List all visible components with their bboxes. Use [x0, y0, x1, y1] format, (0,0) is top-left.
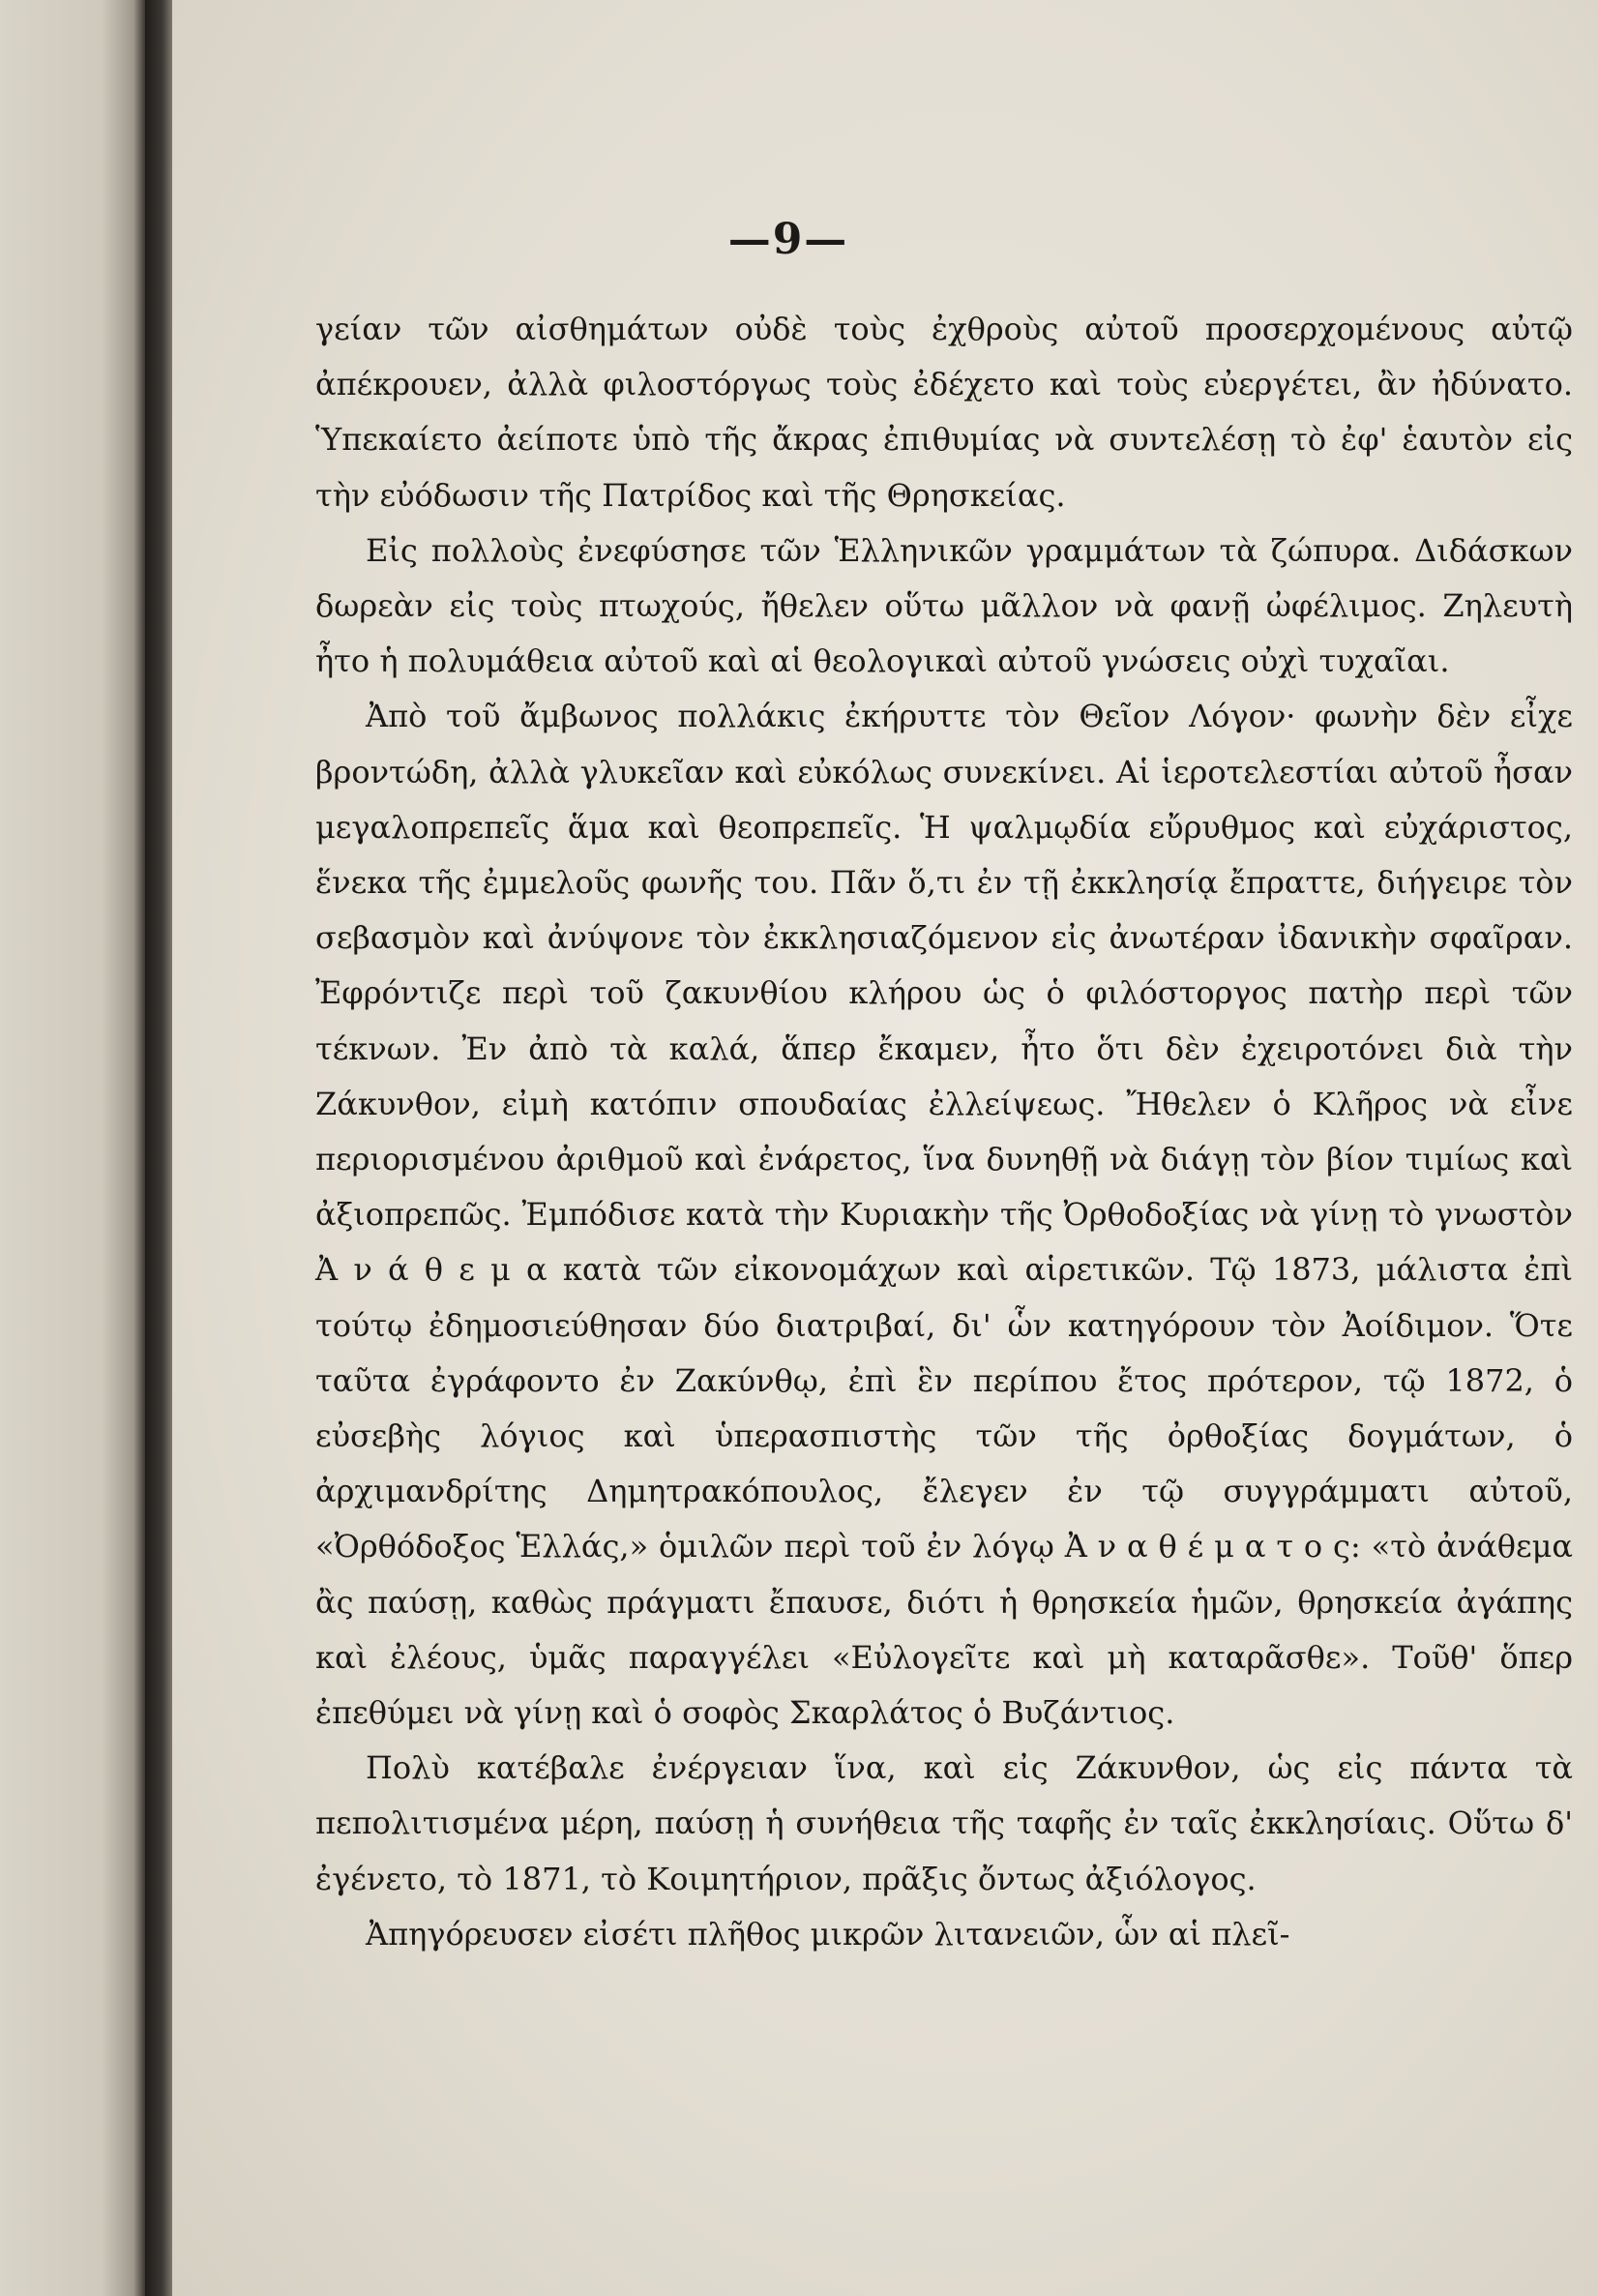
book-gutter	[145, 0, 174, 2296]
paragraph: Εἰς πολλοὺς ἐνεφύσησε τῶν Ἑλληνικῶν γραμμάτων τὰ ζώπυρα. Διδάσκων δωρεὰν εἰς τοὺς πτωχούς, ἤθελεν οὕτω μᾶλλον νὰ φανῇ ὠφέλιμος. Ζηλευτὴ ἦτο ἡ πολυμάθεια αὐτοῦ καὶ αἱ θεολογικαὶ αὐτοῦ γνώσεις οὐχὶ τυχαῖαι.	[315, 531, 1573, 680]
paragraph: Ἀπὸ τοῦ ἄμβωνος πολλάκις ἐκήρυττε τὸν Θεῖον Λόγον· φωνὴν δὲν εἶχε βροντώδη, ἀλλὰ γλυκεῖαν καὶ εὐκόλως συνεκίνει. Αἱ ἱεροτελεστίαι αὐτοῦ ἦσαν μεγαλοπρεπεῖς ἅμα καὶ θεοπρεπεῖς. Ἡ ψαλμῳδία εὔρυθμος καὶ εὐχάριστος, ἕνεκα τῆς ἐμμελοῦς φωνῆς του. Πᾶν ὅ,τι ἐν τῇ ἐκκλησίᾳ ἔπραττε, διήγειρε τὸν σεβασμὸν καὶ ἀνύψονε τὸν ἐκκλησιαζόμενον εἰς ἀνωτέραν ἰδανικὴν σφαῖραν. Ἐφρόντιζε περὶ τοῦ ζακυνθίου κλήρου ὡς ὁ φιλόστοργος πατὴρ περὶ τῶν τέκνων. Ἐν ἀπὸ τὰ καλά, ἅπερ ἔκαμεν, ἦτο ὅτι δὲν ἐχειροτόνει διὰ τὴν Ζάκυνθον, εἰμὴ κατόπιν σπουδαίας ἐλλείψεως. Ἤθελεν ὁ Κλῆρος νὰ εἶνε περιορισμένου ἀριθμοῦ καὶ ἐνάρετος, ἵνα δυνηθῇ νὰ διάγῃ τὸν βίον τιμίως καὶ ἀξιοπρεπῶς. Ἐμπόδισε κατὰ τὴν Κυριακὴν τῆς Ὀρθοδοξίας νὰ γίνῃ τὸ γνωστὸν Ἀ ν ά θ ε μ α κατὰ τῶν εἰκονομάχων καὶ αἱρετικῶν. Τῷ 1873, μάλιστα ἐπὶ τούτῳ ἐδημοσιεύθησαν δύο διατριβαί, δι' ὧν κατηγόρουν τὸν Ἀοίδιμον. Ὅτε ταῦτα ἐγράφοντο ἐν Ζακύνθῳ, ἐπὶ ἓν περίπου ἔτος πρότερον, τῷ 1872, ὁ εὐσεβὴς λόγιος καὶ ὑπερασπιστὴς τῶν τῆς ὀρθοξίας δογμάτων, ὁ ἀρχιμανδρίτης Δημητρακόπουλος, ἔλεγεν ἐν τῷ συγγράμματι αὐτοῦ, «Ὀρθόδοξος Ἑλλάς,» ὁμιλῶν περὶ τοῦ ἐν λόγῳ Ἀ ν α θ έ μ α τ ο ς: «τὸ ἀνάθεμα ἂς παύσῃ, καθὼς πράγματι ἔπαυσε, διότι ἡ θρησκεία ἡμῶν, θρησκεία ἀγάπης καὶ ἐλέους, ὑμᾶς παραγγέλει «Εὐλογεῖτε καὶ μὴ καταρᾶσθε». Τοῦθ' ὅπερ ἐπεθύμει νὰ γίνῃ καὶ ὁ σοφὸς Σκαρλάτος ὁ Βυζάντιος.	[315, 698, 1573, 1732]
page-number: —9—	[727, 215, 849, 264]
page-text	[315, 302, 1573, 1962]
left-page-edge	[0, 0, 145, 2296]
paragraph-unfinished: Ἀπηγόρευσεν εἰσέτι πλῆθος μικρῶν λιτανειῶν, ὧν αἱ πλεῖ-	[366, 1915, 1290, 1953]
paragraph-continued: γείαν τῶν αἰσθημάτων οὐδὲ τοὺς ἐχθροὺς αὐτοῦ προσερχομένους αὐτῷ ἀπέκρουεν, ἀλλὰ φιλοστόργως τοὺς ἐδέχετο καὶ τοὺς εὐεργέτει, ἂν ἠδύνατο. Ὑπεκαίετο ἀείποτε ὑπὸ τῆς ἄκρας ἐπιθυμίας νὰ συντελέσῃ τὸ ἐφ' ἑαυτὸν εἰς τὴν εὐόδωσιν τῆς Πατρίδος καὶ τῆς Θρησκείας.	[315, 311, 1573, 514]
book-page	[172, 0, 1598, 2296]
paragraph: Πολὺ κατέβαλε ἐνέργειαν ἵνα, καὶ εἰς Ζάκυνθον, ὡς εἰς πάντα τὰ πεπολιτισμένα μέρη, παύσῃ ἡ συνήθεια τῆς ταφῆς ἐν ταῖς ἐκκλησίαις. Οὕτω δ' ἐγένετο, τὸ 1871, τὸ Κοιμητήριον, πρᾶξις ὄντως ἀξιόλογος.	[315, 1749, 1573, 1897]
